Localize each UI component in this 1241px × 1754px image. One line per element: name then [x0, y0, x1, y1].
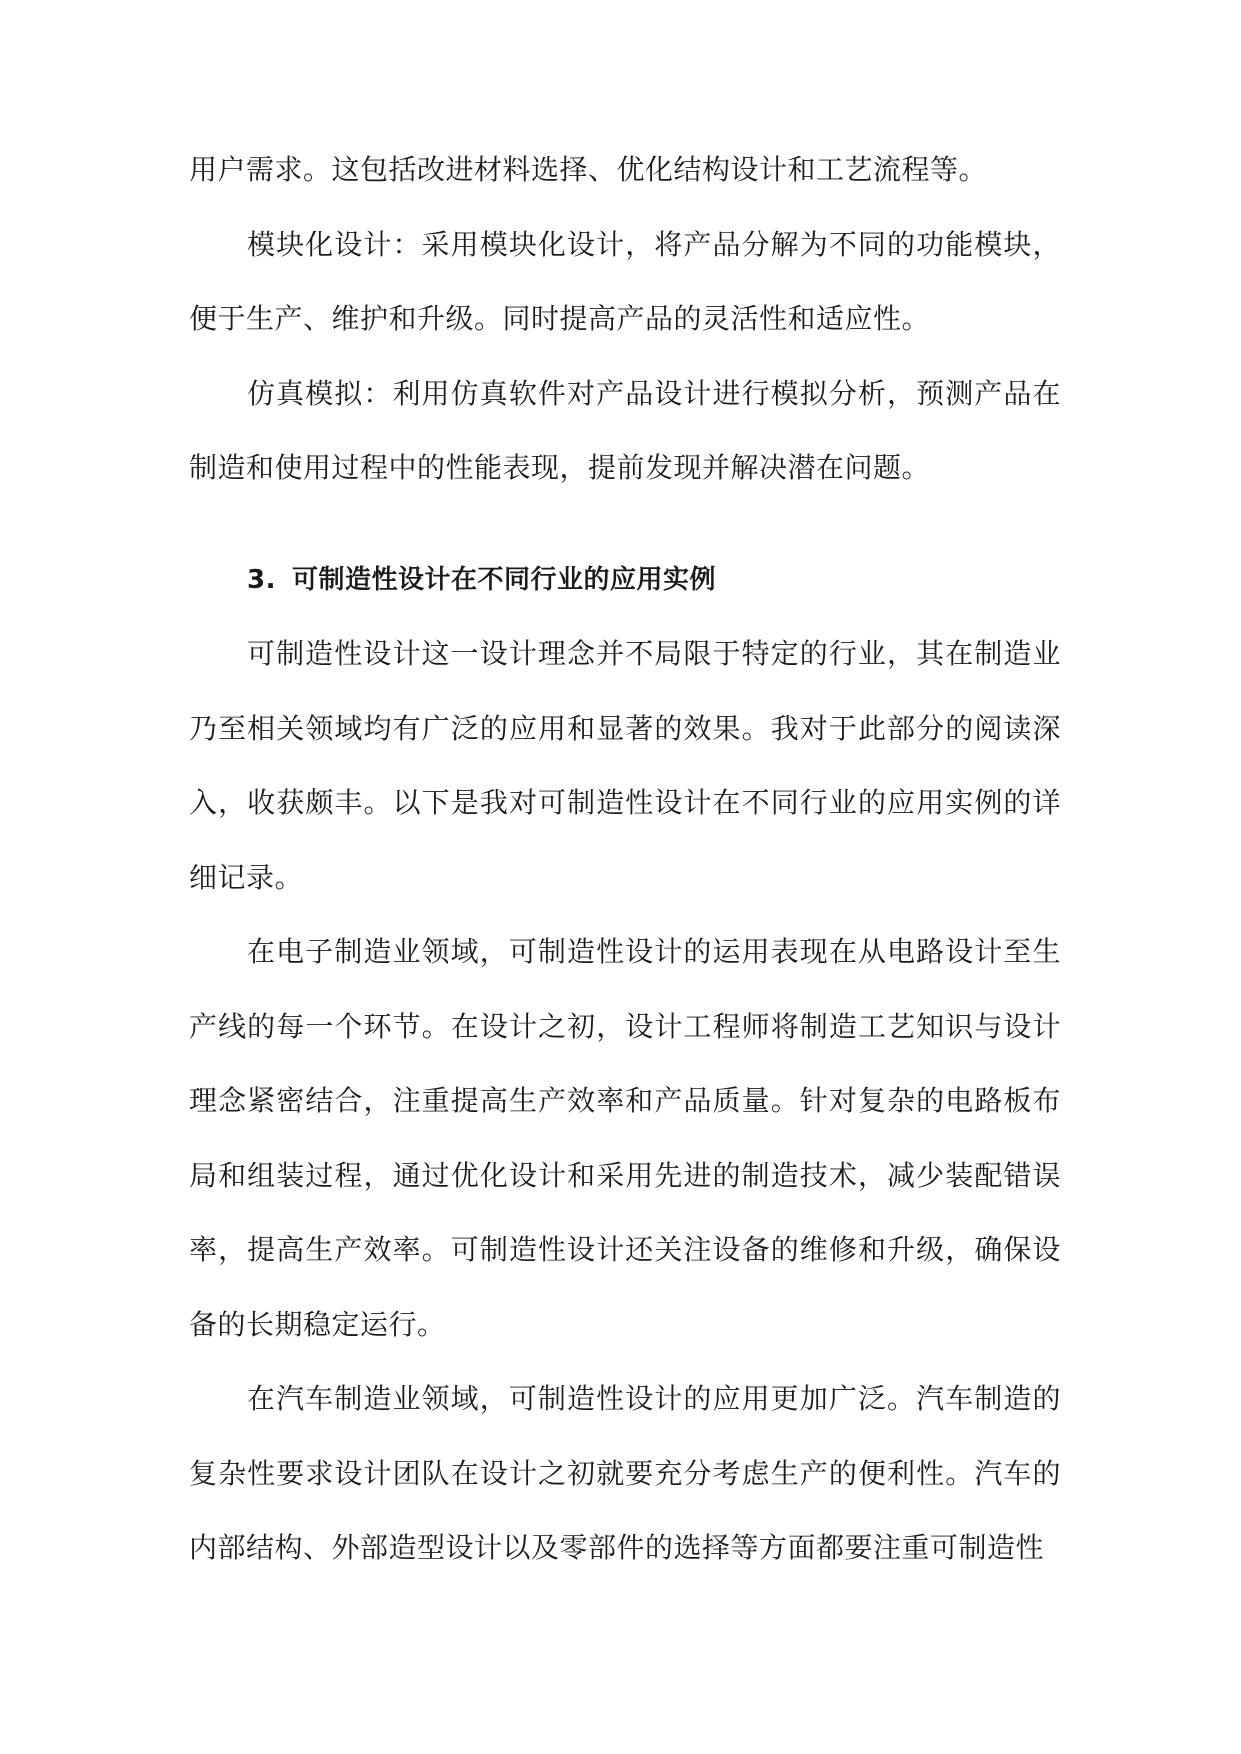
paragraph-continuation: 用户需求。这包括改进材料选择、优化结构设计和工艺流程等。	[189, 153, 988, 186]
section-heading	[189, 543, 1061, 618]
document-body	[189, 133, 1061, 1586]
paragraph-electronics: 在电子制造业领域，可制造性设计的运用表现在从电路设计至生产线的每一个环节。在设计之初，设计工程师将制造工艺知识与设计理念紧密结合，注重提高生产效率和产品质量。针对复杂的电路板布局和组装过程，通过优化设计和采用先进的制造技术，减少装配错误率，提高生产效率。可制造性设计还关注设备的维修和升级，确保设备的长期稳定运行。	[189, 935, 1061, 1341]
section-number: 3.	[247, 564, 276, 595]
paragraph-intro: 可制造性设计这一设计理念并不局限于特定的行业，其在制造业乃至相关领域均有广泛的应用和显著的效果。我对于此部分的阅读深入，收获颇丰。以下是我对可制造性设计在不同行业的应用实例的详细记录。	[189, 637, 1061, 894]
section-title: 可制造性设计在不同行业的应用实例	[291, 564, 716, 595]
paragraph-simulation: 仿真模拟：利用仿真软件对产品设计进行模拟分析，预测产品在制造和使用过程中的性能表现，提前发现并解决潜在问题。	[189, 376, 1061, 484]
paragraph-automotive: 在汽车制造业领域，可制造性设计的应用更加广泛。汽车制造的复杂性要求设计团队在设计之初就要充分考虑生产的便利性。汽车的内部结构、外部造型设计以及零部件的选择等方面都要注重可制造性	[189, 1382, 1061, 1564]
paragraph-modular-design: 模块化设计：采用模块化设计，将产品分解为不同的功能模块，便于生产、维护和升级。同时提高产品的灵活性和适应性。	[189, 227, 1061, 335]
